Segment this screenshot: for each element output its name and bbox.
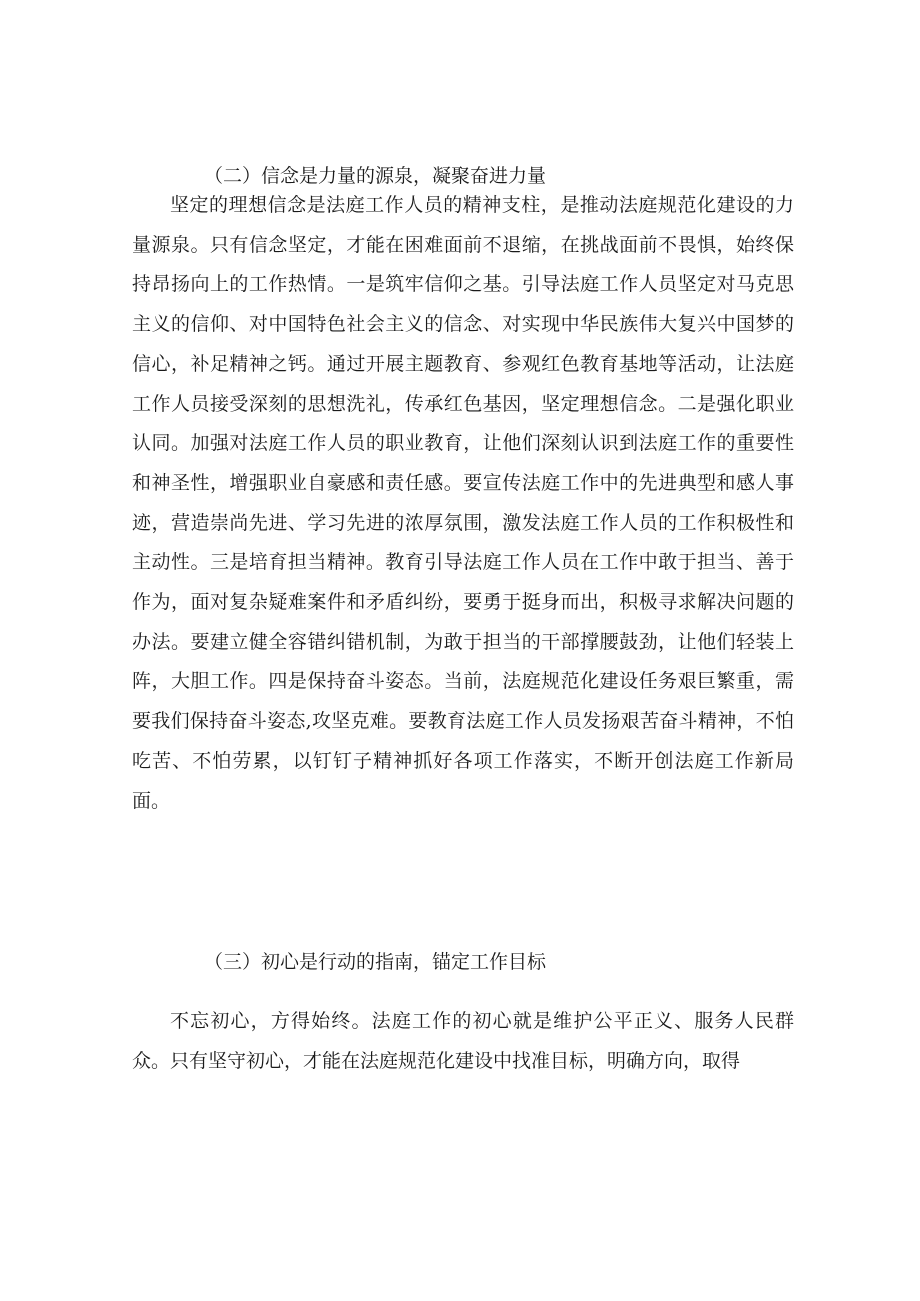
section-2-paragraph: 坚定的理想信念是法庭工作人员的精神支柱，是推动法庭规范化建设的力量源泉。只有信念坚定，才能在困难面前不退缩，在挑战面前不畏惧，始终保持昂扬向上的工作热情。一是筑牢信仰之基。引导法庭工作人员坚定对马克思主义的信仰、对中国特色社会主义的信念、对实现中华民族伟大复兴中国梦的信心，补足精神之钙。通过开展主题教育、参观红色教育基地等活动，让法庭工作人员接受深刻的思想洗礼，传承红色基因，坚定理想信念。二是强化职业认同。加强对法庭工作人员的职业教育，让他们深刻认识到法庭工作的重要性和神圣性，增强职业自豪感和责任感。要宣传法庭工作中的先进典型和感人事迹，营造崇尚先进、学习先进的浓厚氛围，激发法庭工作人员的工作积极性和主动性。三是培育担当精神。教育引导法庭工作人员在工作中敢于担当、善于作为，面对复杂疑难案件和矛盾纠纷，要勇于挺身而出，积极寻求解决问题的办法。要建立健全容错纠错机制，为敢于担当的干部撑腰鼓劲，让他们轻装上阵，大胆工作。四是保持奋斗姿态。当前，法庭规范化建设任务艰巨繁重，需要我们保持奋斗姿态,攻坚克难。要教育法庭工作人员发扬艰苦奋斗精神，不怕吃苦、不怕劳累，以钉钉子精神抓好各项工作落实，不断开创法庭工作新局面。	[132, 194, 794, 812]
section-3-paragraph: 不忘初心，方得始终。法庭工作的初心就是维护公平正义、服务人民群众。只有坚守初心，才能在法庭规范化建设中找准目标，明确方向，取得	[132, 1010, 794, 1072]
section-2-heading: （二）信念是力量的源泉，凝聚奋进力量	[204, 165, 547, 187]
section-3-heading: （三）初心是行动的指南，锚定工作目标	[204, 951, 547, 973]
